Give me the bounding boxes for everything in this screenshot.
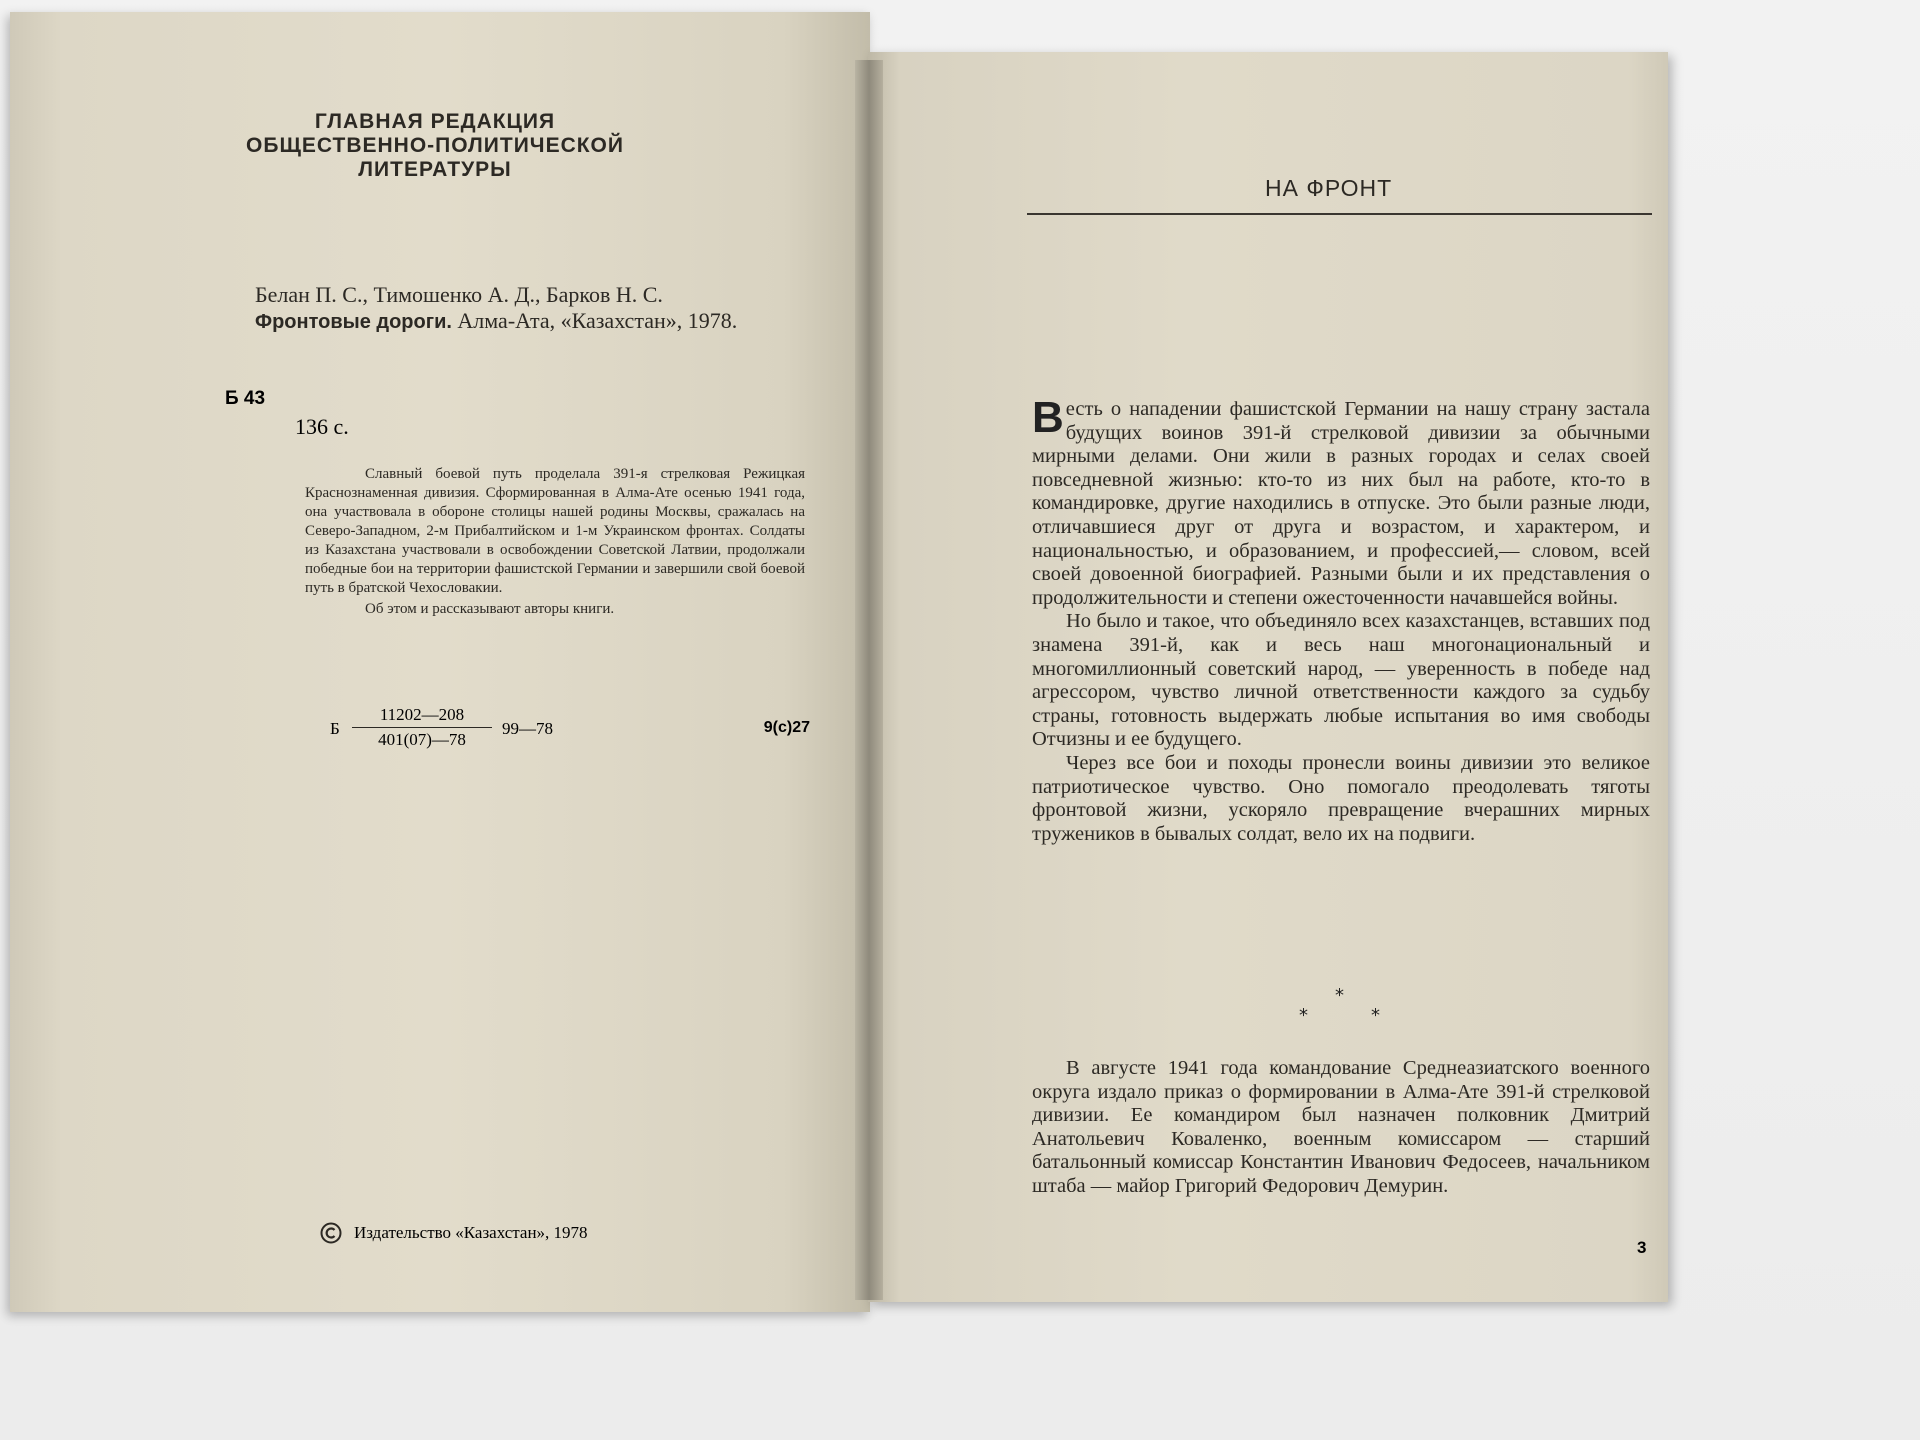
book-spine: [855, 60, 883, 1300]
publisher-header-line-2: ОБЩЕСТВЕННО-ПОЛИТИЧЕСКОЙ: [246, 134, 624, 157]
paragraph-1: [1032, 393, 1650, 610]
chapter-rule: [1027, 213, 1652, 215]
copyright: [320, 1222, 588, 1244]
page-number: 3: [1637, 1238, 1647, 1257]
index-code: Б 43: [225, 388, 266, 409]
catalog-after: 99—78: [502, 719, 553, 738]
book-title: Фронтовые дороги.: [255, 311, 452, 333]
copyright-icon: [320, 1222, 342, 1244]
separator-star-right: *: [1371, 1005, 1380, 1026]
publisher-header: [150, 110, 720, 182]
drop-cap: В: [1032, 393, 1064, 442]
paragraph-2: Но было и такое, что объединяло всех казахстанцев, вставших под знамена 391-й, как и весь наш многонациональный и многомиллионный советский народ, — уверенность в победе над агрессором, чувство личной ответственности каждого за судьбу страны, готовность выдержать любые испытания во имя свободы Отчизны и ее будущего.: [1032, 610, 1650, 751]
paragraph-4: В августе 1941 года командование Среднеазиатского военного округа издало приказ о формировании в Алма-Ате 391-й стрелковой дивизии. Ее командиром был назначен полковник Дмитрий Анатольевич Коваленко, военным комиссаром — старший батальонный комиссар Константин Иванович Федосеев, начальником штаба — майор Григорий Федорович Демурин.: [1032, 1057, 1650, 1197]
catalog-numerator: 11202—208: [352, 705, 492, 728]
bibliographic-record: [225, 282, 815, 335]
catalog-classification: 9(с)27: [763, 719, 810, 736]
paragraph-3: Через все бои и походы пронесли воины дивизии это великое патриотическое чувство. Оно помогало преодолевать тяготы фронтовой жизни, ускоряло превращение вчерашних мирных тружеников в бывалых солдат, вело их на подвиги.: [1032, 751, 1650, 845]
separator-star-top: *: [1335, 985, 1344, 1006]
publisher-header-line-1: ГЛАВНАЯ РЕДАКЦИЯ: [314, 110, 556, 133]
copyright-text: Издательство «Казахстан», 1978: [354, 1223, 588, 1242]
body-text-section-2: [1032, 1057, 1650, 1199]
catalog-fraction: [352, 705, 492, 750]
authors: Белан П. С., Тимошенко А. Д., Барков Н. С.: [255, 282, 663, 307]
publisher-header-line-3: ЛИТЕРАТУРЫ: [358, 158, 512, 181]
title-line: [225, 308, 815, 335]
pages-count: 136 с.: [295, 414, 349, 439]
chapter-title: НА ФРОНТ: [1265, 175, 1393, 201]
annotation: [305, 465, 805, 619]
annotation-last: Об этом и рассказывают авторы книги.: [365, 601, 615, 617]
annotation-text: Славный боевой путь проделала 391-я стрелковая Режицкая Краснознаменная дивизия. Сформированная в Алма-Ате осенью 1941 года, она участвовала в обороне столицы нашей родины Москвы, сражалась на Северо-Западном, 2-м Прибалтийском и 1-м Украинском фронтах. Солдаты из Казахстана участвовали в освобождении Советской Латвии, продолжали победные бои на территории фашистской Германии и завершили свой боевой путь в братской Чехословакии.: [305, 466, 805, 596]
body-text-main: [1032, 393, 1650, 846]
catalog-code: [330, 705, 810, 755]
catalog-letter: Б: [330, 719, 340, 738]
separator-star-left: *: [1299, 1005, 1308, 1026]
imprint: Алма-Ата, «Казахстан», 1978.: [457, 308, 738, 333]
section-separator: [1295, 985, 1385, 1025]
left-page: [10, 12, 870, 1312]
catalog-denominator: 401(07)—78: [378, 730, 466, 749]
paragraph-1-text: есть о нападении фашистской Германии на нашу страну застала будущих воинов 391-й стрелковой дивизии за обычными мирными делами. Они жили в разных городах и селах своей повседневной жизнью: кто-то из них был на работе, кто-то в командировке, другие находились в отпуске. Это были разные люди, отличавшиеся друг от друга и возрастом, и характером, и национальностью, и образованием, и профессией,— словом, всей своей довоенной биографией. Разными были и их представления о продолжительности и степени ожесточенности начавшейся войны.: [1032, 398, 1650, 609]
